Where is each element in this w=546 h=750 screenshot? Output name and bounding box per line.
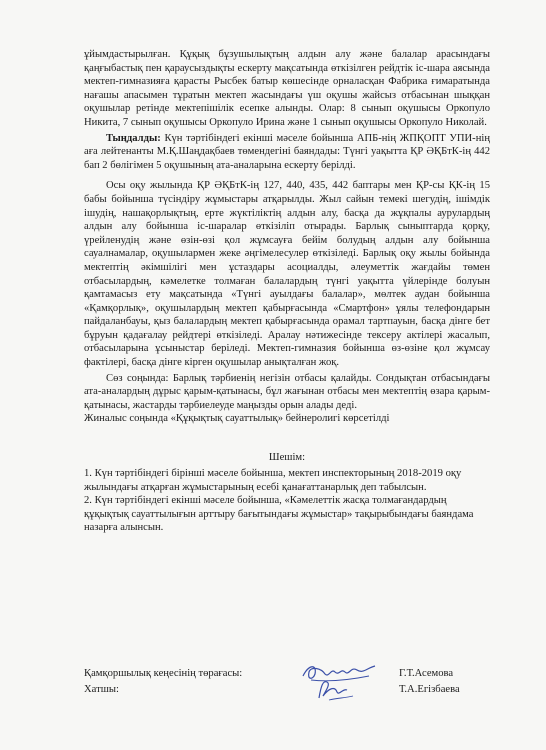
- paragraph-prevention: Осы оқу жылында ҚР ӘҚБтК-ің 127, 440, 435, 442 баптары мен ҚР-сы ҚК-ің 15 бабы бойынша түсіндіру жұмыстары атқарылды. Жыл сайын темекі шегудің, ішімдік ішудің, нашақорлықтың, ерте жүктіліктің алдын алу, басқа да жұқпалы аурулардың алдын алу бойынша іс-шаралар өткізіліп отырады. Барлық сыныптарда қорқу, үрейленудің және өзін-өзі қол жұмсауға бейім болудың алдын алу бойынша сауалнамалар, оқушылармен жеке әңгімелесулер өткізіледі. Барлық оқу жылы бойында мектептің әкімшілігі мен ұстаздары асоциалды, әлеуметтік жағдайы төмен отбасылардың, кәмелетке толмаған балалардың түнгі уақытта үйлерінде болуын қамтамасыз ету мақсатында «Түнгі ауылдағы балалар», мөлтек аудан бойынша «Қамқорлық», оқушылардың мектеп қабырғасында «Смартфон» ұялы телефондарын пайдаланбауы, қыз балалардың мектеп қабырғасында орамал тартпауын, басқа дінге бет бұруын қадағалау рейдтері өткізіледі. Аралау нәтижесінде тексеру актілері жасалып, отбасыларына ұсыныстар беріледі. Мектеп-гимназия бойынша өз-өзіне қол жұмсау фактілері, басқа дінге кірген оқушылар анықталған жоқ.: [84, 180, 490, 369]
- secretary-role: Хатшы:: [84, 684, 119, 696]
- chair-name: Г.Т.Асемова: [399, 668, 454, 680]
- paragraph-rayd: ұйымдастырылған. Құқық бұзушылықтың алдын алу және балалар арасындағы қаңғыбастық пен қараусыздықты ескерту мақсатында өткізілген рейдтік іс-шара аясында мектеп-гимназияға қарасты Рысбек батыр көшесінде орналасқан Фабрика ғимаратында нағашы апасымен тұратын мектеп жасындағы үш оқушы жайсыз отбасынан шыққан оқушылар ретінде мектепішілік есепке алынды. Олар: 8 сынып оқушысы Оркопуло Никита, 7 сынып оқушысы Оркопуло Ирина және 1 сынып оқушысы Оркопуло Николай.: [84, 49, 490, 128]
- decision-title: Шешім:: [268, 452, 306, 464]
- paragraph-heard: [84, 132, 490, 173]
- signature-row-secretary: [84, 682, 490, 698]
- decision-item-2: 2. Күн тәртібіндегі екінші мәселе бойынша, «Кәмелеттік жасқа толмағандардың құқықтық сауаттылығын арттыру бағытындағы жұмыстар» тақырыбындағы баяндама назарға алынсын.: [84, 495, 474, 534]
- decision-list: [84, 467, 490, 535]
- heard-label: Тыңдалды:: [106, 132, 161, 144]
- signature-block: [84, 666, 490, 698]
- secretary-name: Т.А.Егізбаева: [399, 684, 460, 696]
- paragraph-video: Жиналыс соңында «Құқықтық сауаттылық» бейнеролигі көрсетілді: [84, 413, 390, 425]
- heard-text: Күн тәртібіндегі екінші мәселе бойынша АПБ-нің ЖПҚОПТ УПИ-нің аға лейтенанты М.Қ.Шаңдақбаев төмендегіні баяндады: Түнгі уақытта ҚР ӘҚБтК-ің 442 бап 2 бөлігімен 5 оқушының ата-аналарына ескерту берілді.: [84, 132, 490, 171]
- signature-row-chair: [84, 666, 490, 682]
- decision-item-1: 1. Күн тәртібіндегі бірінші мәселе бойынша, мектеп инспекторының 2018-2019 оқу жылындағы атқарған жұмыстарының есебі қанағаттанарлық деп табылсын.: [84, 468, 462, 493]
- secretary-signature: [299, 682, 379, 698]
- chair-role: Қамқоршылық кеңесінің төрағасы:: [84, 668, 243, 680]
- paragraph-conclusion: Сөз соңында: Барлық тәрбиенің негізін отбасы қалайды. Сондықтан отбасындағы ата-аналардың дұрыс қарым-қатынасы, бұл жағынан отбасы мен мектептің өзара қарым-қатынасы, жастарды тәрбиелеуде маңызды орын алады деді.: [84, 372, 490, 411]
- secretary-signature-icon: [299, 676, 379, 702]
